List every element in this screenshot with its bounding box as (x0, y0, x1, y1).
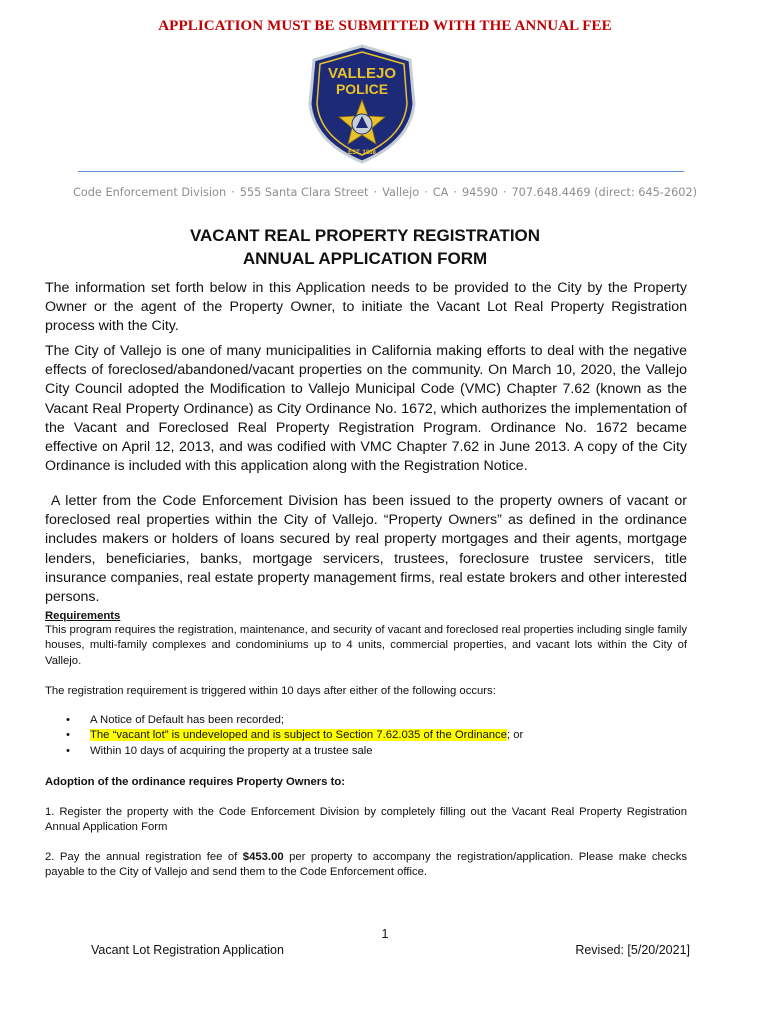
highlighted-text: The “vacant lot” is undeveloped and is subject to Section 7.62.035 of the Ordinance (90, 729, 507, 742)
form-title-line2: ANNUAL APPLICATION FORM (242, 249, 488, 268)
contact-line: Code Enforcement Division · 555 Santa Clara Street · Vallejo · CA · 94590 · 707.648.4469 (direct: 645-2602) (72, 186, 698, 199)
form-title-line1: VACANT REAL PROPERTY REGISTRATION (189, 226, 541, 245)
ordinance-paragraph: The City of Vallejo is one of many municipalities in California making efforts to deal with the negative effects of foreclosed/abandoned/vacant properties on the community. On March 10, 2020, the Vallejo City Council adopted the Modification to Vallejo Municipal Code (VMC) Chapter 7.62 (known as the Vacant Real Property Ordinance) as City Ordinance No. 1672, which authorizes the implementation of the Vacant and Foreclosed Real Property Registration Program. Ordinance No. 1672 became effective on April 12, 2013, and was codified with VMC Chapter 7.62 in June 2013. A copy of the City Ordinance is included with this application along with the Registration Notice. (45, 343, 687, 475)
list-item: • Within 10 days of acquiring the property at a trustee sale (66, 744, 686, 759)
contact-city: Vallejo (382, 186, 420, 199)
badge-line2: POLICE (335, 81, 389, 97)
intro-paragraph: The information set forth below in this Application needs to be provided to the City by the Property Owner or the agent of the Property Owner, to initiate the Vacant Lot Real Property Registration process with the City. (45, 280, 687, 335)
vallejo-police-badge (306, 44, 418, 164)
form-title (0, 224, 730, 270)
contact-state: CA (432, 186, 449, 199)
fee-amount: $453.00 (242, 851, 284, 863)
property-owners-paragraph: A letter from the Code Enforcement Division has been issued to the property owners of vacant or foreclosed real properties within the City of Vallejo. “Property Owners” as defined in the ordinance includes makers or holders of loans secured by real property mortgages and their agents, mortgage lenders, beneficiaries, banks, mortgage servicers, trustees, foreclosure trustee servicers, title insurance companies, real estate property management firms, real estate brokers and other interested persons. (45, 493, 687, 606)
badge-line1: VALLEJO (327, 65, 397, 82)
requirements-text: This program requires the registration, maintenance, and security of vacant and foreclosed real properties including single family houses, multi-family complexes and condominiums up to 4 units, commercial properties, and vacant lots within the City of Vallejo. (45, 624, 687, 667)
bullet-icon: • (66, 744, 70, 757)
fee-notice: APPLICATION MUST BE SUBMITTED WITH THE ANNUAL FEE (158, 18, 612, 34)
trigger-text: The registration requirement is triggered within 10 days after either of the following occurs: (45, 685, 496, 697)
footer-title: Vacant Lot Registration Application (91, 943, 284, 957)
bullet-icon: • (66, 729, 70, 742)
list-item: • A Notice of Default has been recorded; (66, 713, 686, 728)
contact-street: 555 Santa Clara Street (239, 186, 369, 199)
list-item: • The “vacant lot” is undeveloped and is subject to Section 7.62.035 of the Ordinance; or (66, 728, 686, 743)
footer-revised: Revised: [5/20/2021] (575, 943, 690, 957)
contact-division: Code Enforcement Division (72, 186, 227, 199)
page-number: 1 (381, 927, 389, 941)
trigger-list (66, 713, 686, 759)
header-rule (78, 171, 684, 172)
contact-zip: 94590 (461, 186, 498, 199)
adoption-step-2: 2. Pay the annual registration fee of $453.00 per property to accompany the registration/application. Please make checks payable to the City of Vallejo and send them to the Code Enforcement office. (45, 851, 687, 879)
adoption-heading: Adoption of the ordinance requires Property Owners to: (45, 776, 346, 788)
adoption-step-1: 1. Register the property with the Code Enforcement Division by completely filling out the Vacant Real Property Registration Annual Application Form (45, 806, 687, 834)
badge-est: EST. 1868 (348, 150, 376, 156)
bullet-icon: • (66, 714, 70, 726)
contact-phone: 707.648.4469 (direct: 645-2602) (511, 186, 698, 199)
requirements-heading: Requirements (45, 610, 121, 622)
